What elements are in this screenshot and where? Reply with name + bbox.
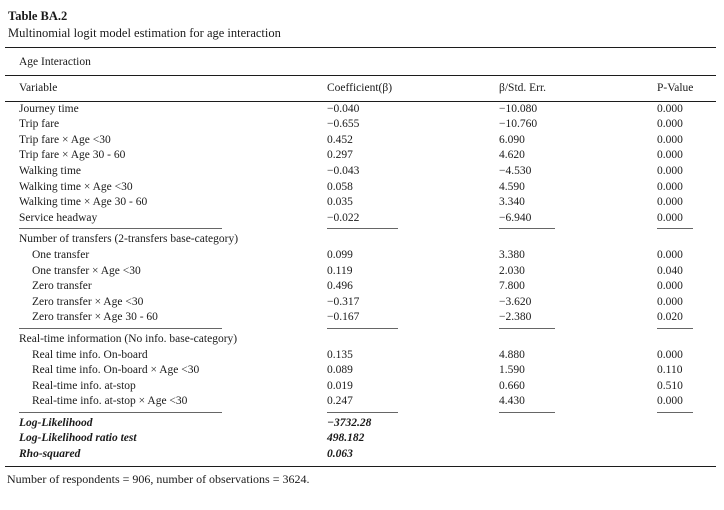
column-underline — [499, 228, 555, 229]
cell-variable: Walking time × Age <30 — [19, 180, 133, 193]
cell-p-value: 0.000 — [657, 164, 683, 177]
cell-p-value: 0.000 — [657, 118, 683, 131]
column-underline — [327, 328, 398, 329]
column-underline — [327, 412, 398, 413]
cell-variable: Walking time — [19, 164, 81, 177]
column-underline — [657, 328, 693, 329]
estimation-table — [5, 47, 716, 467]
summary-row — [5, 447, 716, 463]
cell-std-err: 0.660 — [499, 379, 525, 392]
table-footnote: Number of respondents = 906, number of observations = 3624. — [7, 471, 310, 486]
cell-std-err: 4.880 — [499, 348, 525, 361]
cell-variable: Zero transfer × Age <30 — [32, 295, 144, 308]
summary-rows — [5, 416, 716, 463]
cell-std-err: −2.380 — [499, 311, 532, 324]
column-header-row — [5, 76, 716, 101]
cell-std-err: 3.340 — [499, 196, 525, 209]
cell-p-value: 0.510 — [657, 379, 683, 392]
cell-coefficient: 0.035 — [327, 196, 353, 209]
cell-variable: Trip fare — [19, 118, 60, 131]
table-row — [5, 133, 716, 149]
table-row — [5, 348, 716, 364]
summary-value: 0.063 — [327, 448, 353, 461]
cell-variable: Real time info. On-board — [32, 348, 148, 361]
cell-std-err: 2.030 — [499, 264, 525, 277]
group-header: Age Interaction — [19, 56, 91, 68]
cell-std-err: 3.380 — [499, 248, 525, 261]
column-underline — [19, 328, 222, 329]
cell-variable: One transfer — [32, 248, 90, 261]
cell-std-err: −6.940 — [499, 211, 532, 224]
cell-variable: Zero transfer × Age 30 - 60 — [32, 311, 158, 324]
table-row — [5, 180, 716, 196]
cell-coefficient: 0.058 — [327, 180, 353, 193]
table-row — [5, 279, 716, 295]
column-underline — [19, 412, 222, 413]
cell-coefficient: 0.452 — [327, 133, 353, 146]
cell-p-value: 0.000 — [657, 348, 683, 361]
cell-coefficient: −0.167 — [327, 311, 360, 324]
cell-p-value: 0.110 — [657, 364, 683, 377]
cell-coefficient: −0.040 — [327, 102, 360, 115]
cell-p-value: 0.000 — [657, 180, 683, 193]
cell-p-value: 0.000 — [657, 395, 683, 408]
column-header-std-err: β/Std. Err. — [499, 82, 547, 94]
summary-value: 498.182 — [327, 432, 365, 445]
cell-coefficient: 0.099 — [327, 248, 353, 261]
summary-label: Log-Likelihood — [19, 416, 93, 429]
cell-p-value: 0.000 — [657, 280, 683, 293]
cell-variable: Zero transfer — [32, 280, 92, 293]
cell-p-value: 0.020 — [657, 311, 683, 324]
section-header: Number of transfers (2-transfers base-category) — [19, 233, 239, 246]
table-row — [5, 248, 716, 264]
cell-std-err: 7.800 — [499, 280, 525, 293]
cell-p-value: 0.000 — [657, 248, 683, 261]
table-number-title: Table BA.2 — [8, 9, 68, 23]
cell-std-err: −3.620 — [499, 295, 532, 308]
cell-variable: Real time info. On-board × Age <30 — [32, 364, 200, 377]
table-row — [5, 195, 716, 211]
cell-coefficient: −0.043 — [327, 164, 360, 177]
cell-p-value: 0.000 — [657, 295, 683, 308]
cell-p-value: 0.000 — [657, 196, 683, 209]
column-header-variable: Variable — [19, 82, 58, 94]
summary-label: Log-Likelihood ratio test — [19, 432, 137, 445]
table-row — [5, 379, 716, 395]
section-header: Real-time information (No info. base-category) — [19, 332, 238, 345]
column-underline — [327, 228, 398, 229]
cell-coefficient: 0.135 — [327, 348, 353, 361]
table-row — [5, 102, 716, 118]
cell-std-err: −4.530 — [499, 164, 532, 177]
section-header-row — [5, 232, 716, 248]
cell-std-err: 1.590 — [499, 364, 525, 377]
cell-variable: Trip fare × Age <30 — [19, 133, 111, 146]
column-header-coefficient: Coefficient(β) — [327, 82, 393, 94]
cell-variable: Journey time — [19, 102, 79, 115]
table-row — [5, 310, 716, 326]
cell-coefficient: 0.019 — [327, 379, 353, 392]
cell-std-err: −10.760 — [499, 118, 538, 131]
cell-p-value: 0.000 — [657, 102, 683, 115]
cell-coefficient: 0.496 — [327, 280, 353, 293]
summary-empty — [499, 431, 657, 447]
table-row — [5, 363, 716, 379]
cell-variable: Service headway — [19, 211, 98, 224]
cell-variable: Real-time info. at-stop — [32, 379, 136, 392]
table-row — [5, 164, 716, 180]
column-underline — [19, 228, 222, 229]
cell-coefficient: 0.247 — [327, 395, 353, 408]
cell-coefficient: 0.297 — [327, 149, 353, 162]
summary-empty — [657, 416, 716, 432]
cell-coefficient: −0.317 — [327, 295, 360, 308]
cell-variable: Walking time × Age 30 - 60 — [19, 196, 148, 209]
column-underline — [499, 412, 555, 413]
column-header-p-value: P-Value — [657, 82, 694, 94]
column-underline — [499, 328, 555, 329]
cell-variable: One transfer × Age <30 — [32, 264, 141, 277]
column-underline — [657, 412, 693, 413]
summary-row — [5, 431, 716, 447]
cell-coefficient: 0.119 — [327, 264, 353, 277]
cell-p-value: 0.000 — [657, 133, 683, 146]
summary-empty — [499, 416, 657, 432]
summary-label: Rho-squared — [19, 448, 81, 461]
table-row — [5, 148, 716, 164]
table-row — [5, 117, 716, 133]
summary-empty — [657, 447, 716, 463]
section-header-row — [5, 332, 716, 348]
cell-std-err: −10.080 — [499, 102, 538, 115]
column-underline — [657, 228, 693, 229]
cell-std-err: 4.620 — [499, 149, 525, 162]
table-row — [5, 264, 716, 280]
table-caption: Multinomial logit model estimation for age interaction — [8, 26, 281, 40]
summary-empty — [499, 447, 657, 463]
cell-coefficient: 0.089 — [327, 364, 353, 377]
cell-std-err: 6.090 — [499, 133, 525, 146]
cell-std-err: 4.430 — [499, 395, 525, 408]
summary-empty — [657, 431, 716, 447]
cell-coefficient: −0.655 — [327, 118, 360, 131]
cell-p-value: 0.000 — [657, 211, 683, 224]
cell-p-value: 0.040 — [657, 264, 683, 277]
cell-std-err: 4.590 — [499, 180, 525, 193]
table-row — [5, 295, 716, 311]
summary-row — [5, 416, 716, 432]
bottom-rule — [5, 466, 716, 467]
cell-coefficient: −0.022 — [327, 211, 360, 224]
cell-variable: Trip fare × Age 30 - 60 — [19, 149, 126, 162]
table-row — [5, 211, 716, 227]
table-body — [5, 102, 716, 416]
summary-value: −3732.28 — [327, 416, 372, 429]
cell-p-value: 0.000 — [657, 149, 683, 162]
cell-variable: Real-time info. at-stop × Age <30 — [32, 395, 188, 408]
table-row — [5, 394, 716, 410]
